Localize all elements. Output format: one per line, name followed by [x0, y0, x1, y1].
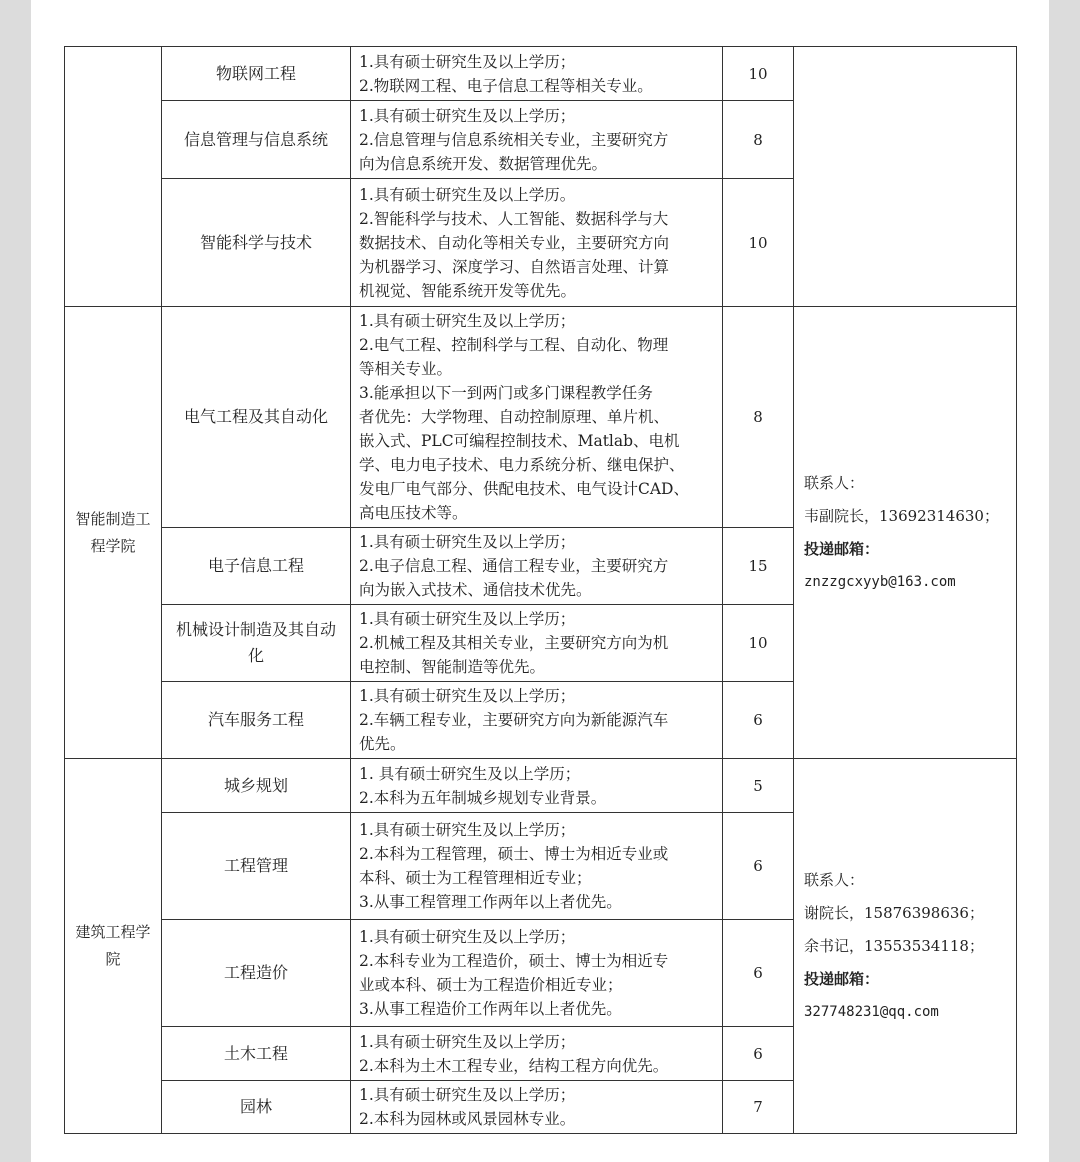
- table-row: [65, 47, 1017, 101]
- major-cell: 汽车服务工程: [162, 682, 351, 759]
- requirement-line: 为机器学习、深度学习、自然语言处理、计算: [359, 257, 670, 276]
- requirement-line: 2.本科为工程管理，硕士、博士为相近专业或: [359, 845, 669, 863]
- requirement-line: 2.智能科学与技术、人工智能、数据科学与大: [359, 209, 669, 228]
- count-cell: 10: [723, 47, 794, 101]
- requirement-line: 1.具有硕士研究生及以上学历。: [359, 185, 576, 204]
- requirements-cell: [351, 179, 723, 307]
- contact-email[interactable]: znzzgcxyyb@163.com: [804, 573, 956, 590]
- requirement-line: 嵌入式、PLC可编程控制技术、Matlab、电机: [359, 432, 680, 450]
- major-cell: 信息管理与信息系统: [162, 101, 351, 179]
- requirement-line: 1.具有硕士研究生及以上学历；: [359, 312, 576, 330]
- requirement-line: 2.物联网工程、电子信息工程等相关专业。: [359, 76, 653, 95]
- contact-person: 余书记，13553534118；: [804, 936, 984, 955]
- college-cell: 建筑工程学院: [65, 759, 162, 1134]
- requirement-line: 2.电气工程、控制科学与工程、自动化、物理: [359, 336, 669, 354]
- major-cell: 智能科学与技术: [162, 179, 351, 307]
- requirement-line: 2.电子信息工程、通信工程专业，主要研究方: [359, 557, 669, 575]
- requirements-cell: [351, 307, 723, 528]
- major-cell: 土木工程: [162, 1027, 351, 1081]
- contact-email[interactable]: 327748231@qq.com: [804, 1003, 939, 1020]
- email-label: 投递邮箱：: [804, 539, 880, 558]
- requirements-cell: [351, 813, 723, 920]
- requirement-line: 高电压技术等。: [359, 504, 468, 522]
- requirements-cell: [351, 528, 723, 605]
- requirement-line: 1.具有硕士研究生及以上学历；: [359, 1086, 576, 1104]
- requirement-line: 优先。: [359, 735, 406, 753]
- requirements-cell: [351, 101, 723, 179]
- requirements-cell: [351, 759, 723, 813]
- major-cell: 物联网工程: [162, 47, 351, 101]
- requirement-line: 1.具有硕士研究生及以上学历；: [359, 106, 576, 125]
- requirement-line: 1.具有硕士研究生及以上学历；: [359, 821, 576, 839]
- recruitment-table: [64, 46, 1017, 1134]
- major-cell: 电气工程及其自动化: [162, 307, 351, 528]
- requirement-line: 2.本科为五年制城乡规划专业背景。: [359, 788, 607, 807]
- requirement-line: 1.具有硕士研究生及以上学历；: [359, 52, 576, 71]
- requirements-cell: [351, 682, 723, 759]
- count-cell: 5: [723, 759, 794, 813]
- requirement-line: 2.本科为园林或风景园林专业。: [359, 1110, 576, 1128]
- document-page: [31, 0, 1049, 1162]
- contact-label: 联系人：: [804, 473, 865, 492]
- count-cell: 6: [723, 920, 794, 1027]
- requirement-line: 3.从事工程造价工作两年以上者优先。: [359, 1000, 622, 1018]
- requirement-line: 1. 具有硕士研究生及以上学历；: [359, 764, 581, 783]
- requirement-line: 1.具有硕士研究生及以上学历；: [359, 687, 576, 705]
- requirements-cell: [351, 920, 723, 1027]
- college-cell: [65, 47, 162, 307]
- major-cell: 电子信息工程: [162, 528, 351, 605]
- table-row: [65, 759, 1017, 813]
- contact-label: 联系人：: [804, 870, 865, 889]
- requirement-line: 电控制、智能制造等优先。: [359, 658, 546, 676]
- count-cell: 10: [723, 605, 794, 682]
- requirement-line: 1.具有硕士研究生及以上学历；: [359, 610, 576, 628]
- count-cell: 6: [723, 682, 794, 759]
- requirements-cell: [351, 605, 723, 682]
- requirement-line: 等相关专业。: [359, 360, 453, 378]
- requirement-line: 1.具有硕士研究生及以上学历；: [359, 1032, 576, 1051]
- count-cell: 6: [723, 813, 794, 920]
- contact-person: 谢院长，15876398636；: [804, 903, 984, 922]
- count-cell: 10: [723, 179, 794, 307]
- requirement-line: 学、电力电子技术、电力系统分析、继电保护、: [359, 456, 685, 474]
- requirement-line: 机视觉、智能系统开发等优先。: [359, 281, 577, 300]
- requirement-line: 3.能承担以下一到两门或多门课程教学任务: [359, 384, 653, 402]
- requirements-cell: [351, 47, 723, 101]
- requirement-line: 本科、硕士为工程管理相近专业；: [359, 869, 592, 887]
- email-label: 投递邮箱：: [804, 969, 880, 988]
- requirement-line: 1.具有硕士研究生及以上学历；: [359, 533, 576, 551]
- contact-person: 韦副院长，13692314630；: [804, 506, 999, 525]
- contact-cell: [794, 47, 1017, 307]
- major-cell: 园林: [162, 1081, 351, 1134]
- requirements-cell: [351, 1027, 723, 1081]
- requirement-line: 1.具有硕士研究生及以上学历；: [359, 928, 576, 946]
- contact-cell: [794, 759, 1017, 1134]
- requirement-line: 2.本科为土木工程专业，结构工程方向优先。: [359, 1056, 669, 1075]
- requirement-line: 向为嵌入式技术、通信技术优先。: [359, 581, 592, 599]
- count-cell: 7: [723, 1081, 794, 1134]
- college-cell: 智能制造工程学院: [65, 307, 162, 759]
- requirement-line: 发电厂电气部分、供配电技术、电气设计CAD、: [359, 480, 689, 498]
- requirement-line: 2.车辆工程专业，主要研究方向为新能源汽车: [359, 711, 669, 729]
- major-cell: 机械设计制造及其自动化: [162, 605, 351, 682]
- requirement-line: 数据技术、自动化等相关专业，主要研究方向: [359, 233, 670, 252]
- requirement-line: 2.信息管理与信息系统相关专业，主要研究方: [359, 130, 669, 149]
- requirement-line: 3.从事工程管理工作两年以上者优先。: [359, 893, 622, 911]
- contact-cell: [794, 307, 1017, 759]
- major-cell: 工程造价: [162, 920, 351, 1027]
- requirements-cell: [351, 1081, 723, 1134]
- major-cell: 工程管理: [162, 813, 351, 920]
- count-cell: 8: [723, 101, 794, 179]
- count-cell: 6: [723, 1027, 794, 1081]
- requirement-line: 2.机械工程及其相关专业，主要研究方向为机: [359, 634, 669, 652]
- major-cell: 城乡规划: [162, 759, 351, 813]
- requirement-line: 业或本科、硕士为工程造价相近专业；: [359, 976, 623, 994]
- table-row: [65, 307, 1017, 528]
- count-cell: 8: [723, 307, 794, 528]
- requirement-line: 向为信息系统开发、数据管理优先。: [359, 154, 608, 173]
- requirement-line: 者优先：大学物理、自动控制原理、单片机、: [359, 408, 670, 426]
- count-cell: 15: [723, 528, 794, 605]
- requirement-line: 2.本科专业为工程造价，硕士、博士为相近专: [359, 952, 669, 970]
